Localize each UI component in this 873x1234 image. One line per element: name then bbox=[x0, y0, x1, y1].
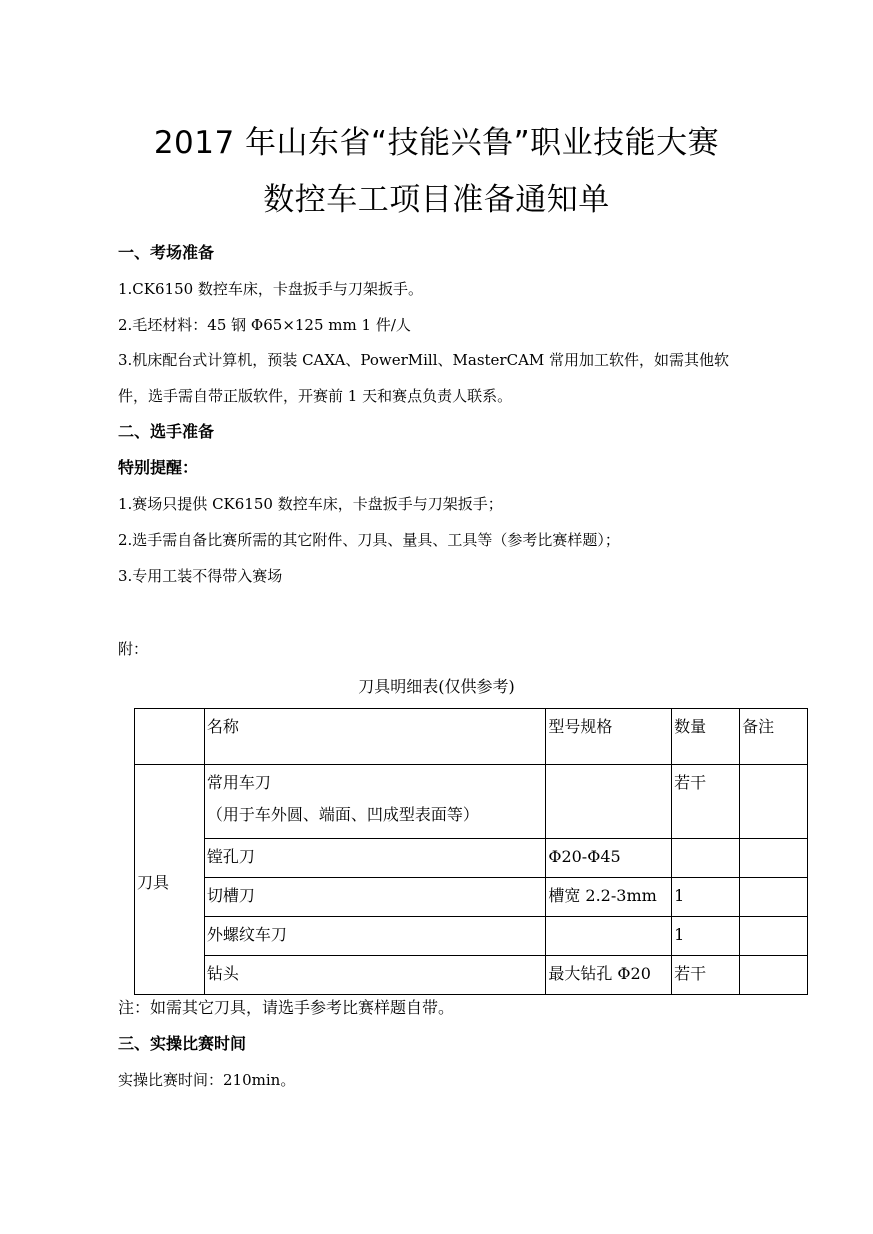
tool-name: 钻头 bbox=[204, 956, 545, 995]
tool-quantity: 若干 bbox=[672, 956, 740, 995]
tool-name: 常用车刀 bbox=[206, 773, 271, 792]
category-cell: 刀具 bbox=[135, 765, 205, 995]
tool-name-sub: （用于车外圆、端面、凹成型表面等） bbox=[206, 805, 479, 824]
tool-spec: Φ20-Φ45 bbox=[546, 839, 672, 878]
tool-spec: 最大钻孔 Φ20 bbox=[546, 956, 672, 995]
tool-spec bbox=[546, 917, 672, 956]
document-title: 2017 年山东省“技能兴鲁”职业技能大赛 bbox=[153, 125, 720, 161]
section1-heading: 一、考场准备 bbox=[118, 243, 215, 262]
header-quantity: 数量 bbox=[672, 709, 740, 765]
section1-item-3: 3.机床配台式计算机，预装 CAXA、PowerMill、MasterCAM 常用加工软件，如需其他软 bbox=[118, 351, 730, 369]
competition-time: 实操比赛时间：210min。 bbox=[118, 1071, 296, 1089]
table-header-row bbox=[135, 709, 808, 765]
table-row bbox=[135, 956, 808, 995]
tool-name: 外螺纹车刀 bbox=[204, 917, 545, 956]
section1-item-1: 1.CK6150 数控车床，卡盘扳手与刀架扳手。 bbox=[118, 280, 423, 298]
tool-note bbox=[740, 917, 808, 956]
table-row bbox=[135, 839, 808, 878]
header-spec: 型号规格 bbox=[546, 709, 672, 765]
section3-heading: 三、实操比赛时间 bbox=[118, 1034, 247, 1053]
section1-item-2: 2.毛坯材料：45 钢 Φ65×125 mm 1 件/人 bbox=[118, 316, 411, 334]
tool-quantity bbox=[672, 839, 740, 878]
section2-heading: 二、选手准备 bbox=[118, 422, 215, 441]
document-subtitle: 数控车工项目准备通知单 bbox=[263, 182, 610, 218]
tool-name: 镗孔刀 bbox=[204, 839, 545, 878]
table-caption: 刀具明细表(仅供参考) bbox=[358, 677, 515, 696]
table-row bbox=[135, 765, 808, 839]
section1-item-3-cont: 件，选手需自带正版软件，开赛前 1 天和赛点负责人联系。 bbox=[118, 387, 513, 405]
table-row bbox=[135, 917, 808, 956]
tool-note bbox=[740, 765, 808, 839]
tools-table bbox=[134, 708, 808, 995]
tool-quantity: 1 bbox=[672, 917, 740, 956]
table-note: 注：如需其它刀具，请选手参考比赛样题自带。 bbox=[118, 998, 455, 1017]
appendix-label: 附： bbox=[118, 640, 149, 658]
section2-item-1: 1.赛场只提供 CK6150 数控车床，卡盘扳手与刀架扳手； bbox=[118, 495, 503, 513]
header-cell-blank bbox=[135, 709, 205, 765]
tool-quantity: 1 bbox=[672, 878, 740, 917]
tool-spec bbox=[546, 765, 672, 839]
section2-item-3: 3.专用工装不得带入赛场 bbox=[118, 567, 283, 585]
tool-spec: 槽宽 2.2-3mm bbox=[546, 878, 672, 917]
tool-note bbox=[740, 878, 808, 917]
tool-note bbox=[740, 956, 808, 995]
tool-quantity: 若干 bbox=[672, 765, 740, 839]
tool-name: 切槽刀 bbox=[204, 878, 545, 917]
tool-name-cell bbox=[204, 765, 545, 839]
section2-item-2: 2.选手需自备比赛所需的其它附件、刀具、量具、工具等（参考比赛样题）； bbox=[118, 531, 620, 549]
header-name: 名称 bbox=[204, 709, 545, 765]
table-row bbox=[135, 878, 808, 917]
special-reminder: 特别提醒： bbox=[118, 458, 199, 477]
header-note: 备注 bbox=[740, 709, 808, 765]
tool-note bbox=[740, 839, 808, 878]
